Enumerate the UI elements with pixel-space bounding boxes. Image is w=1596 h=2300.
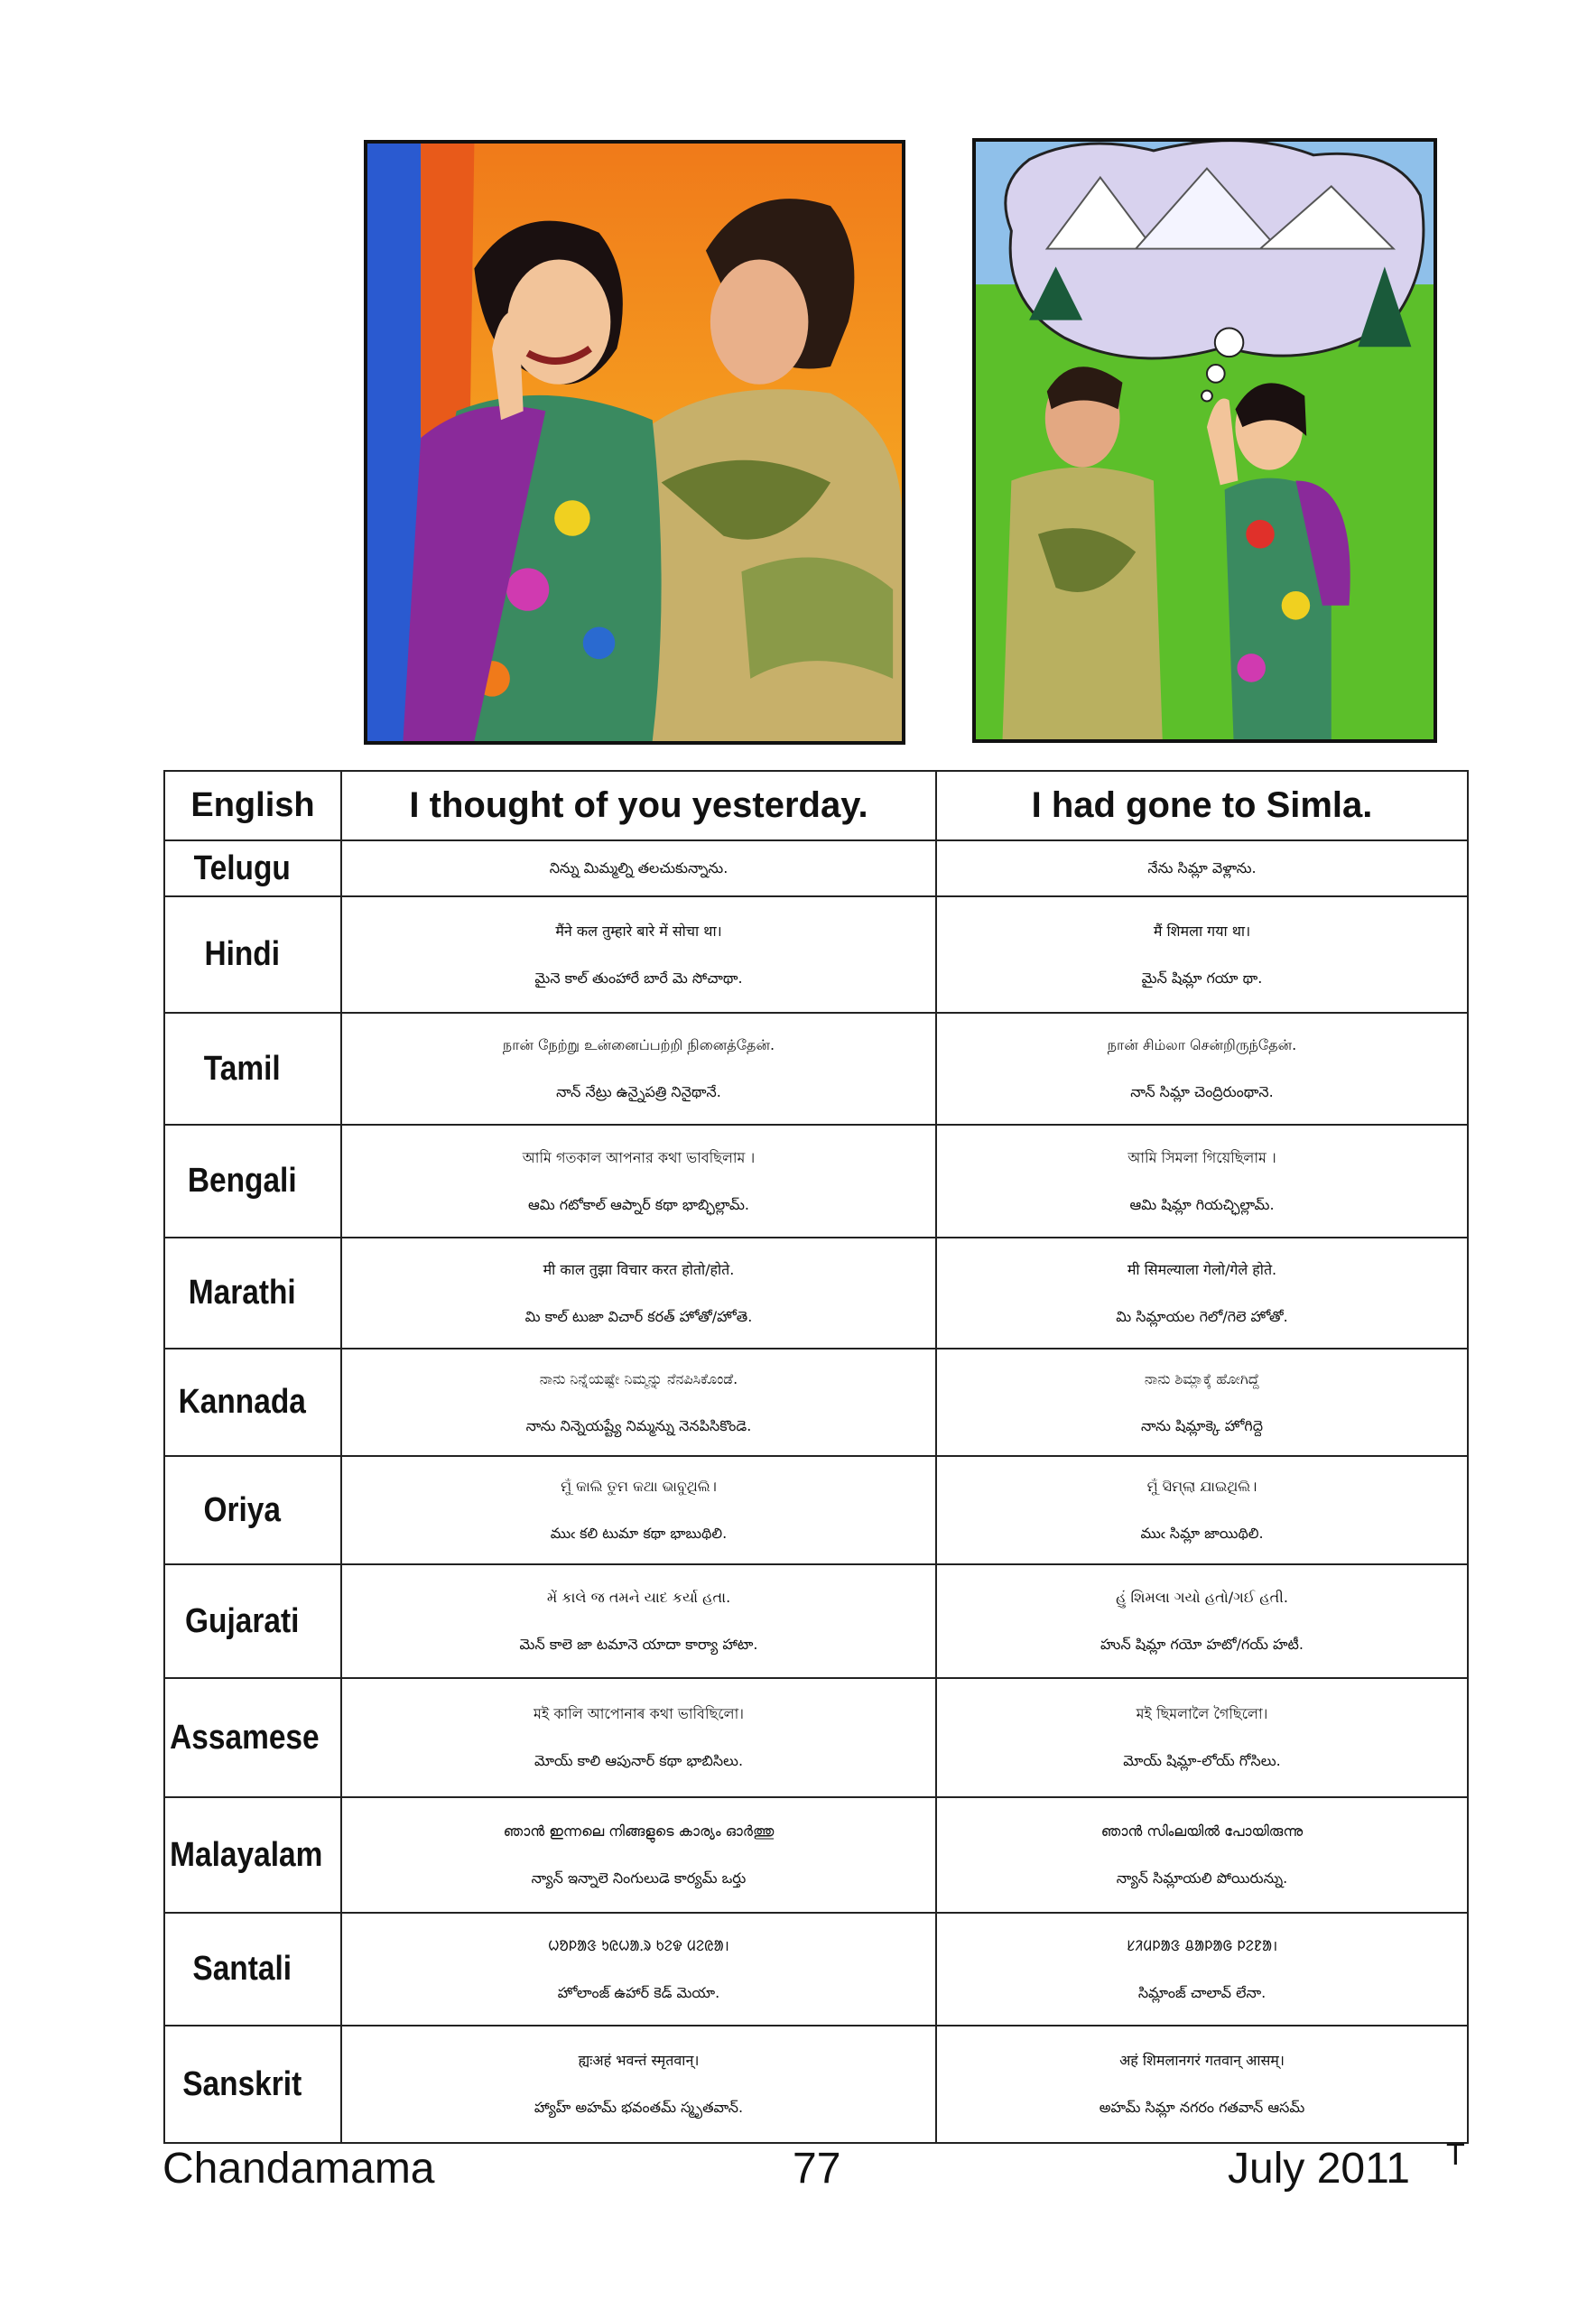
language-label: Telugu (164, 840, 320, 896)
phrase-2-transliteration: నాను షిమ్లాక్కె హోగిద్దె (1140, 1416, 1264, 1434)
table-row (164, 1564, 1468, 1678)
phrase-2-cell (936, 896, 1468, 1013)
comic-panel-left (364, 140, 905, 745)
phrase-2-native: ഞാൻ സിംലയിൽ പോയിരുന്നു (1100, 1822, 1304, 1840)
phrase-2-native: मैं शिमला गया था। (1153, 922, 1251, 940)
language-label: Sanskrit (164, 2026, 320, 2143)
phrase-2-native: আমি সিমলা গিয়েছিলাম । (1127, 1148, 1276, 1166)
language-label: Oriya (164, 1456, 320, 1564)
phrase-1-transliteration: మోయ్ కాలి ఆపునార్ కథా భాబిసిలు. (534, 1752, 744, 1769)
phrase-2-transliteration: మోయ్ షిమ్లా-లోయ్ గోసిలు. (1123, 1752, 1281, 1769)
phrase-2-cell (936, 1913, 1468, 2026)
phrase-1-transliteration: హ్యాహ్ అహమ్ భవంతమ్ స్మృతవాన్. (534, 2099, 744, 2116)
phrase-1-cell (341, 1238, 936, 1349)
table-row (164, 1678, 1468, 1797)
table-row (164, 2026, 1468, 2143)
language-label: Kannada (164, 1349, 320, 1456)
phrase-1-transliteration: నాన్ నేట్రు ఉన్నైపత్రి నినైథానే. (556, 1083, 721, 1100)
phrase-1-transliteration: న్యాన్ ఇన్నాలె నింగులుడె కార్యమ్ ఒర్తు (531, 1869, 747, 1887)
edition-mark: T (1446, 2138, 1465, 2172)
phrase-2-native: अहं शिमलानगरं गतवान् आसम्। (1119, 2052, 1285, 2069)
phrase-2-cell (936, 1678, 1468, 1797)
table-row (164, 1013, 1468, 1125)
phrase-1-transliteration: హోలాంజ్ ఉహార్ కెడ్ మెయా. (557, 1983, 720, 2001)
phrase-1-cell (341, 1678, 936, 1797)
phrase-2-cell (936, 840, 1468, 896)
phrase-1-transliteration: మి కాల్ టుజా విచార్ కరత్ హోతో/హోతె. (524, 1307, 753, 1325)
phrase-2-native: মই ছিমলালৈ গৈছিলো। (1136, 1705, 1268, 1722)
phrase-1-cell (341, 1456, 936, 1564)
phrase-2-native: ᱥᱤᱢᱞᱟᱝ ᱪᱟᱞᱟᱜ ᱞᱮᱱᱟ। (1126, 1936, 1278, 1954)
language-label: Hindi (164, 896, 320, 1013)
phrase-2-native: ನಾನು ಶಿಮ್ಲಾಕ್ಕೆ ಹೋಗಿದ್ದೆ (1144, 1369, 1260, 1387)
phrase-2-transliteration: మి సిమ్లాయల గెలో/గెలె హోతో. (1116, 1307, 1288, 1325)
phrase-2-transliteration: న్యాన్ సిమ్లాయలి పోయిరున్ను. (1116, 1869, 1288, 1887)
phrase-1-native: আমি গতকাল আপনার কথা ভাবছিলাম । (522, 1148, 756, 1166)
phrase-2-transliteration: ఆమి షిమ్లా గియచ్ఛిల్లామ్. (1129, 1195, 1275, 1213)
phrase-1-native: મેં કાલે જ તમને યાદ કર્યા હતા. (546, 1589, 731, 1606)
phrase-2-transliteration: సిమ్లాంజ్ చాలావ్ లేనా. (1137, 1983, 1267, 2001)
phrase-1-cell (341, 1913, 936, 2026)
table-row (164, 1797, 1468, 1913)
issue-date: July 2011 (1228, 2145, 1410, 2193)
page-number: 77 (793, 2145, 841, 2193)
phrase-1-cell (341, 896, 936, 1013)
phrase-2-english: I had gone to Simla. (936, 771, 1468, 840)
phrase-2-transliteration: నాన్ సిమ్లా చెంద్రిరుంథానె. (1130, 1083, 1274, 1100)
language-label: Malayalam (164, 1797, 320, 1913)
phrase-1-native: मी काल तुझा विचार करत होतो/होते. (543, 1260, 735, 1278)
phrase-translation-table (163, 770, 1469, 2144)
phrase-1-transliteration: ముఁ కలి టుమా కథా భాబుథిలి. (550, 1525, 728, 1542)
comic-panel-right (972, 138, 1437, 743)
table-header-row (164, 771, 1468, 840)
phrase-1-native: నిన్ను మిమ్మల్ని తలచుకున్నాను. (549, 859, 728, 876)
table-row (164, 1125, 1468, 1238)
table-row (164, 1238, 1468, 1349)
phrase-1-transliteration: మైనె కాల్ తుంహారే బారే మె సోచాథా. (534, 969, 743, 987)
comic-illustration-couple-talking (367, 144, 902, 741)
phrase-1-cell (341, 1013, 936, 1125)
table-row (164, 1913, 1468, 2026)
phrase-1-native: মই কালি আপোনাৰ কথা ভাবিছিলো। (534, 1705, 744, 1722)
language-label: Bengali (164, 1125, 320, 1238)
phrase-1-cell (341, 1797, 936, 1913)
phrase-1-cell (341, 840, 936, 896)
comic-illustration-simla-thought (976, 142, 1434, 739)
phrase-1-transliteration: నాను నిన్నెయష్ట్యే నిమ్మన్ను నెనపిసికొండె. (525, 1416, 752, 1434)
phrase-2-native: నేను సిమ్లా వెళ్లాను. (1147, 859, 1257, 876)
phrase-1-english: I thought of you yesterday. (341, 771, 936, 840)
phrase-2-cell (936, 1013, 1468, 1125)
language-label: Gujarati (164, 1564, 320, 1678)
phrase-1-cell (341, 1564, 936, 1678)
language-label: Marathi (164, 1238, 320, 1349)
phrase-1-cell (341, 2026, 936, 2143)
phrase-2-native: ମୁଁ ସିମ୍ଲା ଯାଇଥିଲି। (1146, 1478, 1257, 1495)
phrase-2-native: मी सिमल्याला गेलो/गेले होते. (1127, 1260, 1277, 1278)
phrase-2-transliteration: హున్ షిమ్లా గయో హటో/గయ్ హటీ. (1100, 1636, 1304, 1653)
phrase-2-native: હું શિમલા ગયો હતો/ગઈ હતી. (1116, 1589, 1288, 1606)
table-row (164, 896, 1468, 1013)
phrase-1-native: நான் நேற்று உன்னைப்பற்றி நினைத்தேன். (502, 1036, 775, 1053)
phrase-2-cell (936, 1456, 1468, 1564)
phrase-1-transliteration: ఆమి గటోకాల్ ఆప్నార్ కథా భాబ్ఛిల్లామ్. (527, 1195, 750, 1213)
phrase-1-transliteration: మెన్ కాలె జా టమానె యాదా కార్యా హాటా. (519, 1636, 758, 1653)
language-label: English (164, 771, 341, 840)
phrase-1-native: ഞാൻ ഇന്നലെ നിങ്ങളുടെ കാര്യം ഓർത്തു (503, 1822, 775, 1840)
table-row (164, 840, 1468, 896)
phrase-1-native: ᱦᱚᱞᱟᱝ ᱩᱭᱦᱟᱹᱨ ᱠᱮᱫ ᱢᱮᱭᱟ। (548, 1936, 729, 1954)
language-label: Tamil (164, 1013, 320, 1125)
phrase-2-native: நான் சிம்லா சென்றிருந்தேன். (1107, 1036, 1297, 1053)
language-label: Santali (164, 1913, 320, 2026)
phrase-2-cell (936, 1238, 1468, 1349)
phrase-1-cell (341, 1125, 936, 1238)
phrase-2-cell (936, 1564, 1468, 1678)
phrase-2-cell (936, 1125, 1468, 1238)
magazine-name: Chandamama (162, 2145, 435, 2193)
phrase-1-native: मैंने कल तुम्हारे बारे में सोचा था। (555, 922, 722, 940)
table-row (164, 1349, 1468, 1456)
phrase-1-native: ह्यःअहं भवन्तं स्मृतवान्। (578, 2052, 700, 2069)
phrase-2-transliteration: అహమ్ సిమ్లా నగరం గతవాన్ ఆసమ్ (1099, 2099, 1305, 2116)
phrase-2-cell (936, 1349, 1468, 1456)
phrase-2-transliteration: మైన్ షిమ్లా గయా థా. (1141, 969, 1263, 987)
phrase-2-cell (936, 1797, 1468, 1913)
phrase-2-cell (936, 2026, 1468, 2143)
phrase-1-cell (341, 1349, 936, 1456)
phrase-1-native: ನಾನು ನಿನ್ನೆಯಷ್ಟೇ ನಿಮ್ಮನ್ನು ನೆನಪಿಸಿಕೊಂಡೆ. (539, 1369, 738, 1387)
language-label: Assamese (164, 1678, 320, 1797)
phrase-1-native: ମୁଁ କାଲି ତୁମ କଥା ଭାବୁଥିଲି। (561, 1478, 717, 1495)
phrase-2-transliteration: ముఁ సిమ్లా జాయిథిలి. (1140, 1525, 1264, 1542)
table-row (164, 1456, 1468, 1564)
